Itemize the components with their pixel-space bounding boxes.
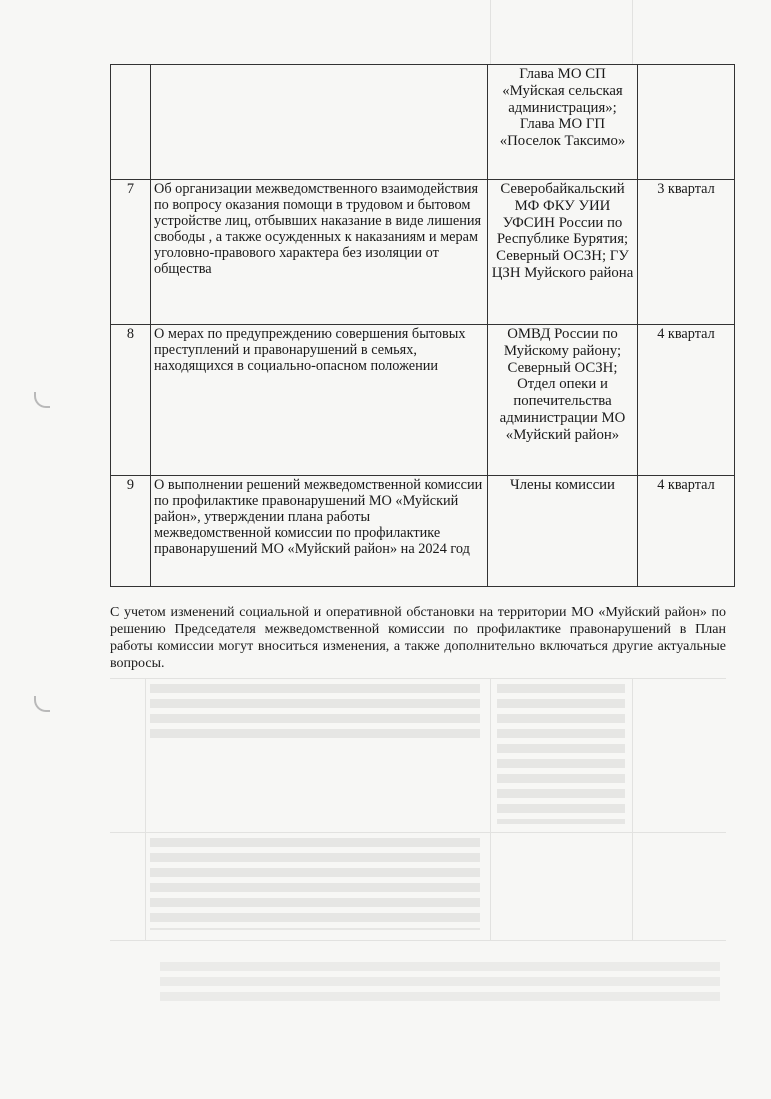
row-responsible: Глава МО СП «Муйская сельская администрация»; Глава МО ГП «Поселок Таксимо» [488, 65, 638, 180]
table-row [111, 65, 735, 180]
work-plan-table [110, 64, 735, 587]
row-number: 8 [111, 325, 151, 476]
punch-hole-mark [34, 392, 50, 408]
show-through-line [145, 678, 146, 940]
row-number: 7 [111, 180, 151, 325]
show-through-line [632, 0, 633, 64]
show-through-block [497, 684, 625, 824]
row-topic: О мерах по предупреждению совершения бытовых преступлений и правонарушений в семьях, находящихся в социально-опасном положении [151, 325, 488, 476]
table-row [111, 325, 735, 476]
show-through-line [490, 678, 491, 940]
show-through-block [150, 838, 480, 930]
show-through-block [160, 962, 720, 1002]
row-responsible: Северобайкальский МФ ФКУ УИИ УФСИН России по Республике Бурятия; Северный ОСЗН; ГУ ЦЗН Муйского района [488, 180, 638, 325]
table-row [111, 180, 735, 325]
row-responsible: ОМВД России по Муйскому району; Северный ОСЗН; Отдел опеки и попечительства администрации МО «Муйский район» [488, 325, 638, 476]
punch-hole-mark [34, 696, 50, 712]
row-responsible: Члены комиссии [488, 476, 638, 587]
row-term: 4 квартал [638, 325, 735, 476]
closing-note: С учетом изменений социальной и оперативной обстановки на территории МО «Муйский район» по решению Председателя межведомственной комиссии по профилактике правонарушений в План работы комиссии могут вноситься изменения, а также дополнительно включаться другие актуальные вопросы. [110, 605, 726, 671]
row-number [111, 65, 151, 180]
table-row [111, 476, 735, 587]
row-term: 4 квартал [638, 476, 735, 587]
show-through-line [110, 832, 726, 833]
row-term [638, 65, 735, 180]
row-topic: Об организации межведомственного взаимодействия по вопросу оказания помощи в трудовом и бытовом устройстве лиц, отбывших наказание в виде лишения свободы , а также осужденных к наказаниям и мерам уголовно-правового характера без изоляции от общества [151, 180, 488, 325]
row-topic [151, 65, 488, 180]
show-through-line [110, 678, 726, 679]
row-number: 9 [111, 476, 151, 587]
row-term: 3 квартал [638, 180, 735, 325]
show-through-line [490, 0, 491, 64]
row-topic: О выполнении решений межведомственной комиссии по профилактике правонарушений МО «Муйский район», утверждении плана работы межведомственной комиссии по профилактике правонарушений МО «Муйский район» на 2024 год [151, 476, 488, 587]
show-through-block [150, 684, 480, 744]
show-through-line [632, 678, 633, 940]
show-through-line [110, 940, 726, 941]
